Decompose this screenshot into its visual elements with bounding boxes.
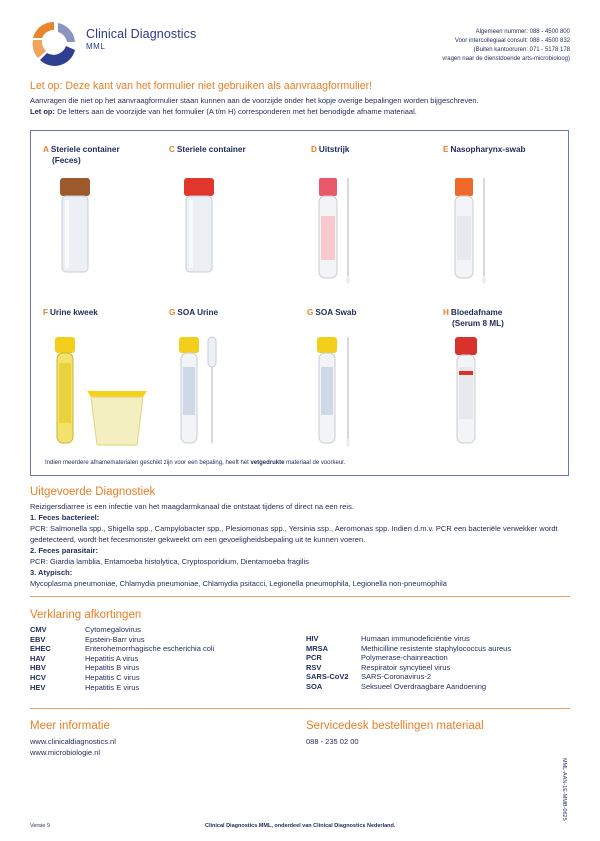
material-letter: C [169, 145, 175, 154]
abbr-code: HCV [30, 672, 46, 682]
material-g-swab [307, 307, 437, 318]
diagnostics-intro: Reizigersdiarree is een infectie van het maagdarmkanaal die ontstaat tijdens of direct na een reis. [30, 502, 354, 511]
link-microbiologie[interactable]: www.microbiologie.nl [30, 748, 101, 757]
material-name-sub: (Feces) [52, 156, 81, 165]
contact-line: Algemeen nummer: 088 - 4500 800 [475, 29, 570, 35]
abbr-code: MRSA [306, 643, 329, 653]
note-pre: Indien meerdere afnamematerialen geschikt zijn voor een bepaling, heeft het [45, 460, 251, 466]
warning-text [30, 95, 575, 117]
note-bold: vetgedrukte [250, 460, 285, 466]
material-name: Nasopharynx-swab [450, 145, 526, 154]
urine-culture-image [49, 333, 159, 449]
materials-note [45, 460, 346, 466]
brand [86, 27, 196, 51]
servicedesk-phone: 088 - 235 02 00 [306, 737, 359, 746]
servicedesk-title: Servicedesk bestellingen materiaal [306, 720, 484, 732]
abbr-code: HEV [30, 682, 46, 692]
blood-tube-image [453, 333, 483, 449]
material-c [169, 144, 299, 155]
material-d [311, 144, 441, 155]
abbr-desc: Hepatitis B virus [85, 663, 140, 673]
material-name: Bloedafname [450, 308, 503, 317]
abbr-desc: Hepatitis A virus [85, 653, 139, 663]
note-post: materiaal de voorkeur. [284, 460, 346, 466]
warning-line-2-bold: Let op: [30, 107, 55, 116]
abbr-code: EHEC [30, 644, 51, 654]
diagnostics-text-2: PCR: Giardia lamblia, Entamoeba histolytica, Cryptosporidium, Dientamoeba fragilis [30, 557, 309, 566]
material-f [43, 307, 176, 318]
abbr-row [306, 653, 511, 663]
abbr-desc: Respiratoir syncytieel virus [361, 662, 451, 672]
material-h [443, 307, 573, 329]
abbr-row [30, 683, 214, 693]
materials-box [30, 130, 569, 476]
material-name: SOA Swab [315, 308, 357, 317]
brand-sub: MML [86, 42, 106, 51]
material-name: SOA Urine [177, 308, 219, 317]
soa-urine-image [177, 333, 227, 449]
abbr-desc: Enterohemorrhagische escherichia coli [85, 644, 215, 654]
version-label: Versie 9 [30, 823, 50, 829]
diagnostics-text-3: Mycoplasma pneumoniae, Chlamydia pneumoniae, Chlamydia psitacci, Legionella pneumophila, Legionella non-pneumophila [30, 579, 447, 588]
material-letter: G [307, 308, 314, 317]
abbr-code: SOA [306, 681, 323, 691]
contact-line: (Buiten kantooruren: 071 - 5178 178 [473, 47, 570, 53]
material-a [43, 144, 173, 166]
abbr-desc: Polymerase-chainreaction [361, 653, 448, 663]
abbr-desc: Methicilline resistente staphylococcus aureus [361, 643, 512, 653]
abbr-desc: Cytomegalovirus [85, 625, 141, 634]
abbr-row [30, 654, 214, 664]
material-letter: A [43, 145, 49, 154]
abbr-desc: Seksueel Overdraagbare Aandoening [361, 681, 487, 691]
abbr-desc: Hepatitis C virus [85, 672, 140, 682]
abbr-row [30, 663, 214, 673]
abbr-row [30, 635, 214, 645]
material-name: Steriele container [50, 145, 120, 154]
warning-line-2 [30, 106, 575, 117]
material-e [443, 144, 573, 155]
abbr-code: SARS-CoV2 [306, 672, 349, 682]
material-letter: D [311, 145, 317, 154]
brand-name: Clinical Diagnostics [86, 27, 197, 41]
material-letter: E [443, 145, 449, 154]
abbr-row [30, 673, 214, 683]
diagnostics-heading-3: 3. Atypisch: [30, 568, 73, 577]
warning-line-2-text: De letters aan de voorzijde van het formulier (A t/m H) corresponderen met het benodigde afname materiaal. [55, 107, 417, 116]
divider [30, 708, 570, 709]
contact-line: Voor intercollegiaal consult: 088 - 4500 832 [454, 38, 570, 44]
material-name: Urine kweek [50, 308, 98, 317]
material-letter: F [43, 308, 49, 317]
abbr-row [306, 644, 511, 654]
material-letter: G [169, 308, 176, 317]
abbr-row [30, 625, 214, 635]
nasopharynx-swab-image [451, 176, 491, 286]
abbr-row [306, 672, 511, 682]
diagnostics-title: Uitgevoerde Diagnostiek [30, 486, 156, 498]
abbr-row [306, 682, 511, 692]
material-letter: H [443, 308, 449, 317]
material-g-urine [169, 307, 299, 318]
material-name-sub: (Serum 8 ML) [452, 319, 504, 328]
contact-line: vragen naar de dienstdoende arts-microbioloog) [442, 56, 570, 62]
swab-smear-image [315, 176, 355, 286]
diagnostics-heading-2: 2. Feces parasitair: [30, 546, 98, 555]
abbr-code: CMV [30, 625, 47, 634]
divider [30, 596, 570, 597]
more-info-title: Meer informatie [30, 720, 110, 732]
abbr-row [30, 644, 214, 654]
diagnostics-text-1: PCR: Salmonella spp., Shigella spp., Campylobacter spp., Plesiomonas spp., Yersinia ssp., Aeromonas spp. Indien d.m.v. PCR een bacteriële verwekker wordt gedetecteerd, wordt het fecesmonster gekweekt om een gevoeligheidsbepaling uit te kunnen voeren. [30, 524, 558, 544]
abbr-row [306, 663, 511, 673]
contact-block [442, 28, 570, 64]
abbreviations-right [306, 634, 511, 692]
material-name: Uitstrijk [318, 145, 350, 154]
abbreviations-left [30, 625, 214, 692]
diagnostics-text [30, 501, 575, 589]
diagnostics-heading-1: 1. Feces bacterieel: [30, 513, 100, 522]
abbreviations-title: Verklaring afkortingen [30, 609, 142, 621]
sterile-container-feces-image [55, 176, 95, 276]
abbr-desc: Humaan immunodeficiëntie virus [361, 634, 470, 643]
abbr-code: HIV [306, 634, 319, 643]
clinical-diagnostics-logo [28, 20, 80, 66]
abbr-desc: Hepatitis E virus [85, 682, 140, 692]
sterile-container-image [179, 176, 219, 276]
link-clinicaldiagnostics[interactable]: www.clinicaldiagnostics.nl [30, 737, 116, 746]
abbr-code: HBV [30, 663, 46, 673]
abbr-code: RSV [306, 662, 322, 672]
material-name: Steriele container [176, 145, 246, 154]
soa-swab-image [315, 333, 355, 449]
abbr-row [306, 634, 511, 644]
abbr-code: HAV [30, 653, 46, 663]
abbr-desc: Epstein-Barr virus [85, 634, 145, 644]
more-info-links [30, 736, 116, 758]
document-code: MML-AAN-1E-MMB-0625 [561, 758, 567, 821]
abbr-code: PCR [306, 653, 322, 663]
warning-title: Let op: Deze kant van het formulier niet gebruiken als aanvraagformulier! [30, 80, 373, 92]
warning-line-1: Aanvragen die niet op het aanvraagformulier staan kunnen aan de voorzijde onder het kopje overige bepalingen worden bijgeschreven. [30, 96, 479, 105]
abbr-code: EBV [30, 634, 46, 644]
abbr-desc: SARS-Coronavirus-2 [361, 672, 432, 682]
footer-company: Clinical Diagnostics MML, onderdeel van Clinical Diagnostics Nederland. [205, 823, 396, 829]
